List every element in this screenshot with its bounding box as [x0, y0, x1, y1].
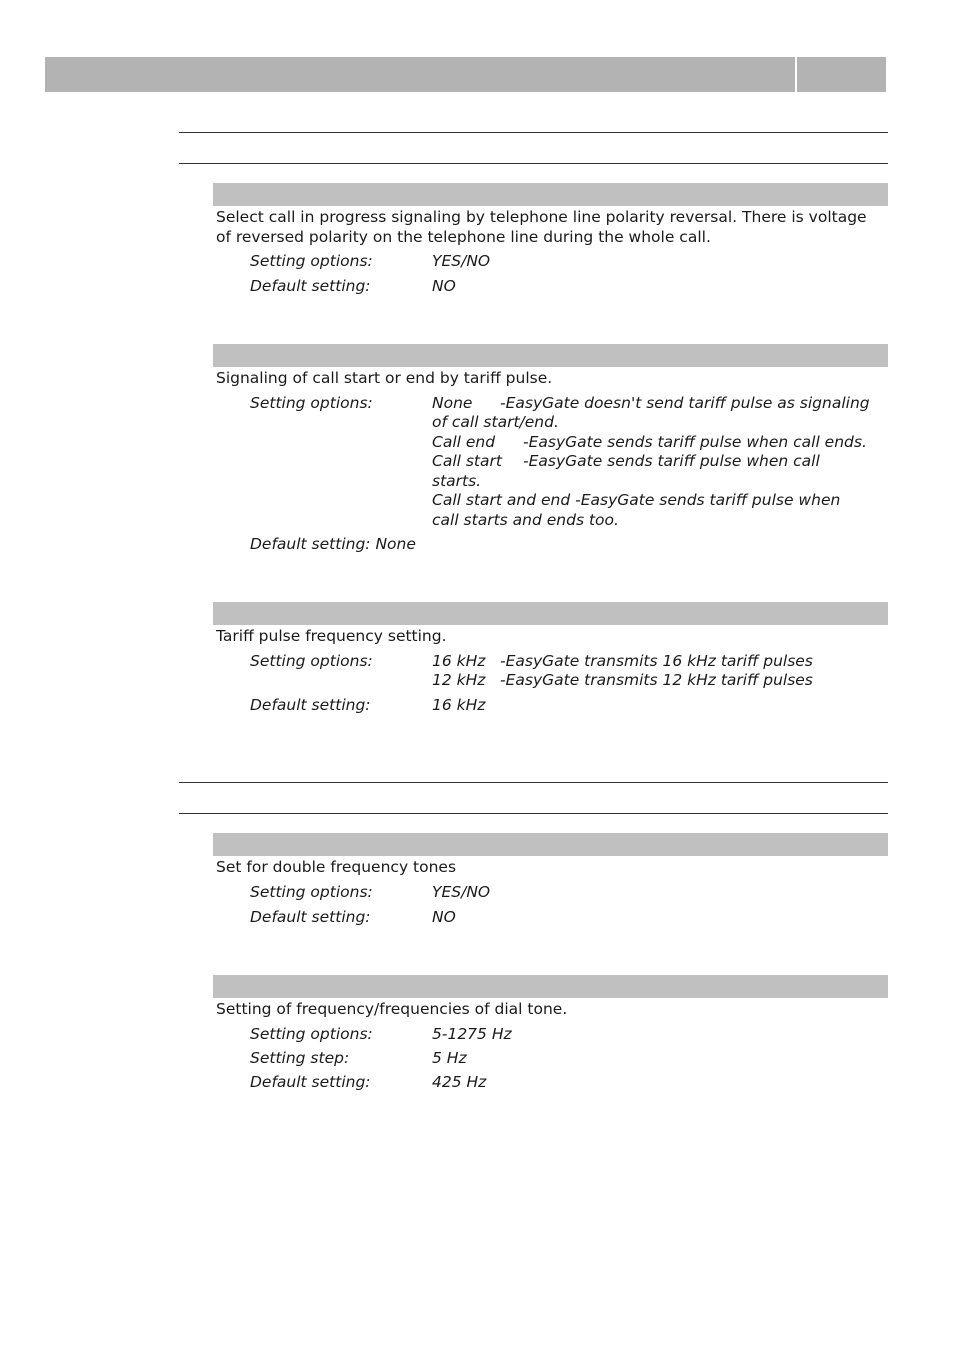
subsection-heading-bar	[213, 833, 888, 856]
tariff-freq-default-value: 16 kHz	[432, 696, 486, 714]
subsection-heading-bar	[213, 344, 888, 367]
dial-tone-step-value: 5 Hz	[432, 1049, 467, 1067]
tariff-freq-option-16-desc: -EasyGate transmits 16 kHz tariff pulses	[500, 652, 813, 670]
double-freq-description: Set for double frequency tones	[216, 858, 457, 876]
polarity-description: Select call in progress signaling by telephone line polarity reversal. There is voltage of reversed polarity on the telephone line during the whole call.	[216, 208, 867, 246]
double-freq-options-value: YES/NO	[432, 883, 491, 901]
subsection-heading-bar	[213, 602, 888, 625]
double-freq-default-value: NO	[432, 908, 456, 926]
header-page-box	[797, 57, 886, 92]
polarity-options-label: Setting options:	[250, 252, 373, 270]
option-call-end-name: Call end	[432, 433, 496, 451]
option-call-both: Call start and end -EasyGate sends tariff pulse when	[432, 491, 841, 509]
tariff-freq-option-12-value: 12 kHz	[432, 671, 486, 689]
tariff-freq-option-16-value: 16 kHz	[432, 652, 486, 670]
dial-tone-description: Setting of frequency/frequencies of dial tone.	[216, 1000, 568, 1018]
option-none-name: None	[432, 394, 473, 412]
polarity-options-value: YES/NO	[432, 252, 491, 270]
dial-tone-options-label: Setting options:	[250, 1025, 373, 1043]
section-rule-bottom	[179, 813, 888, 814]
section-rule-top	[179, 782, 888, 783]
dial-tone-default-value: 425 Hz	[432, 1073, 487, 1091]
option-call-start-name: Call start	[432, 452, 502, 470]
option-call-both-cont: call starts and ends too.	[432, 511, 619, 529]
option-call-start-desc: -EasyGate sends tariff pulse when call	[523, 452, 820, 470]
tariff-signal-default: Default setting: None	[250, 535, 416, 553]
section-rule-top	[179, 132, 888, 133]
tariff-signal-options-label: Setting options:	[250, 394, 373, 412]
dial-tone-step-label: Setting step:	[250, 1049, 350, 1067]
polarity-default-label: Default setting:	[250, 277, 371, 295]
tariff-freq-default-label: Default setting:	[250, 696, 371, 714]
section-rule-bottom	[179, 163, 888, 164]
option-call-end-desc: -EasyGate sends tariff pulse when call ends.	[523, 433, 867, 451]
double-freq-default-label: Default setting:	[250, 908, 371, 926]
option-none-desc: -EasyGate doesn't send tariff pulse as signaling	[500, 394, 870, 412]
option-none-desc-cont: of call start/end.	[432, 413, 559, 431]
double-freq-options-label: Setting options:	[250, 883, 373, 901]
polarity-default-value: NO	[432, 277, 456, 295]
dial-tone-options-value: 5-1275 Hz	[432, 1025, 512, 1043]
header-bar	[45, 57, 795, 92]
tariff-freq-option-12-desc: -EasyGate transmits 12 kHz tariff pulses	[500, 671, 813, 689]
tariff-freq-options-label: Setting options:	[250, 652, 373, 670]
subsection-heading-bar	[213, 975, 888, 998]
subsection-heading-bar	[213, 183, 888, 206]
dial-tone-default-label: Default setting:	[250, 1073, 371, 1091]
tariff-freq-description: Tariff pulse frequency setting.	[216, 627, 447, 645]
option-call-start-desc-cont: starts.	[432, 472, 482, 490]
tariff-signal-description: Signaling of call start or end by tariff pulse.	[216, 369, 553, 387]
